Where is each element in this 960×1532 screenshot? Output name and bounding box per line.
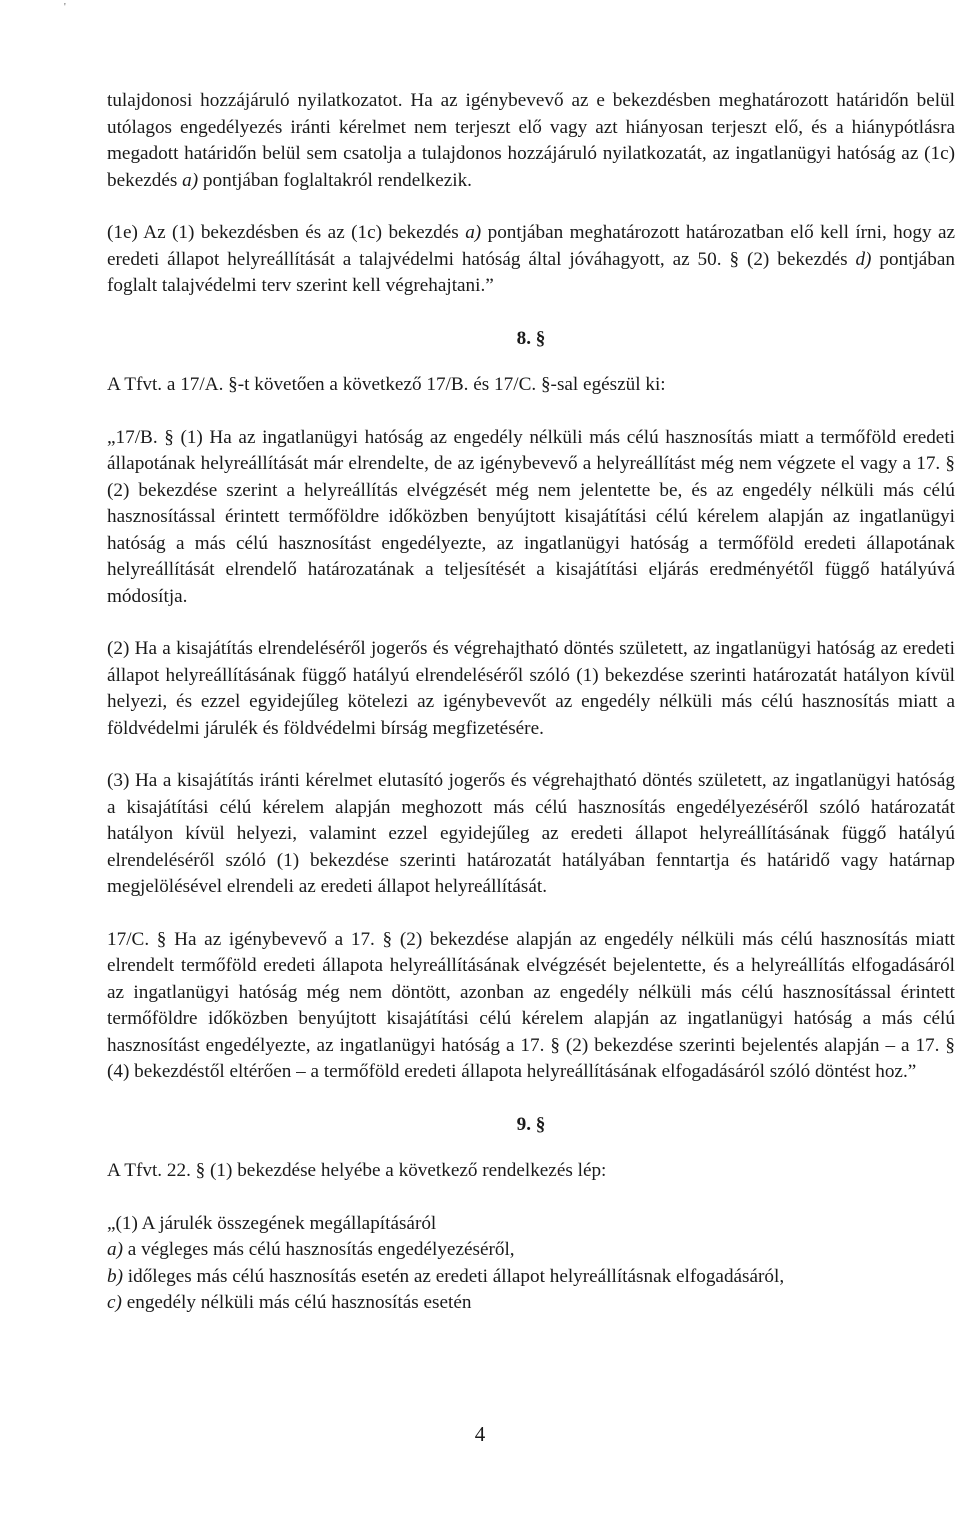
paragraph-17b-3: (3) Ha a kisajátítás iránti kérelmet elutasító jogerős és végrehajtható döntés született, az ingatlanügyi hatóság a kisajátítási célú kérelem alapján meghozott más célú hasznosítás engedélyezéséről szóló határozatát hatályon kívül helyezi, valamint ezzel egyidejűleg az eredeti állapot helyreállításának függő hatályú elrendeléséről szóló (1) bekezdése szerinti határozatát hatályában fenntartja és határidő vagy határnap megjelölésével elrendeli az eredeti állapot helyreállítását. (107, 770, 955, 897)
page-number: 4 (474, 1422, 486, 1446)
paragraph-17b-1: „17/B. § (1) Ha az ingatlanügyi hatóság az engedély nélküli más célú hasznosítás miatt a termőföld eredeti állapotának helyreállítását már elrendelte, de az igénybevevő a helyreállítást még nem végzete el vagy a 17. § (2) bekezdése szerint a helyreállítás elvégzését még nem jelentette be, és az engedély nélküli más célú hasznosítással érintett termőföldre időközben benyújtott kisajátítási célú kérelem alapján az ingatlanügyi hatóság a más célú hasznosítást engedélyezte, az ingatlanügyi hatóság a termőföld eredeti állapotának helyreállítását elrendelő határozatának a teljesítését a kisajátítási eljárás eredményétől függő hatályúvá módosítja. (107, 426, 955, 607)
scan-corner-mark: ' (64, 2, 66, 13)
list-item-text: engedély nélküli más célú hasznosítás esetén (126, 1292, 472, 1313)
section-heading-8: 8. § (516, 327, 546, 349)
paragraph-text: tulajdonosi hozzájáruló nyilatkozatot. Ha az igénybevevő az e bekezdésben meghatározott határidőn belül utólagos engedélyezés iránti kérelmet nem terjeszt elő vagy azt hiányosan terjeszt elő, és a hiánypótlásra megadott határidőn belül sem csatolja a tulajdonos hozzájáruló nyilatkozatát, az ingatlanügyi hatóság az (1c) bekezdés (107, 90, 955, 191)
document-page (107, 88, 955, 1317)
paragraph-17c: 17/C. § Ha az igénybevevő a 17. § (2) bekezdése alapján az engedély nélküli más célú hasznosítás miatt elrendelt termőföld eredeti állapota helyreállításának elvégzését bejelentette, és a helyreállítás elfogadásáról az ingatlanügyi hatóság még nem döntött, azonban az engedély nélküli más célú hasznosítással érintett termőföldre időközben benyújtott kisajátítási célú kérelem alapján az ingatlanügyi hatóság a más célú hasznosítást engedélyezte, az ingatlanügyi hatóság a 17. § (2) bekezdése szerinti bejelentés alapján – a 17. § (4) bekezdéstől eltérően – a termőföld eredeti állapota helyreállításának elfogadásáról szóló döntést hoz.” (107, 928, 955, 1082)
section-heading-9: 9. § (516, 1113, 546, 1135)
list-item-text: időleges más célú hasznosítás esetén az eredeti állapot helyreállításnak elfogadásáról, (127, 1265, 785, 1287)
list-item (107, 1237, 955, 1264)
italic-marker: a) (182, 169, 199, 191)
list-item (107, 1264, 955, 1291)
list-marker: b) (107, 1265, 123, 1287)
paragraph-text: (1e) Az (1) bekezdésben és az (1c) bekezdés (107, 222, 459, 243)
paragraph-text: pontjában meghatározott határozatban elő kell írni, hogy az eredeti állapot helyreállítását a talajvédelmi hatóság által jóváhagyott, az 50. § (2) bekezdés (107, 222, 956, 270)
paragraph-text: pontjában foglalt talajvédelmi terv szerint kell végrehajtani.” (107, 248, 956, 296)
paragraph-intro-9: A Tfvt. 22. § (1) bekezdése helyébe a következő rendelkezés lép: (107, 1160, 607, 1181)
list-item-text: a végleges más célú hasznosítás engedélyezéséről, (127, 1239, 515, 1260)
list-marker: a) (107, 1239, 123, 1260)
paragraph-continuation (107, 88, 955, 194)
italic-marker: a) (465, 222, 482, 243)
paragraph-1e (107, 220, 955, 300)
list-marker: c) (107, 1292, 122, 1313)
paragraph-text: pontjában foglaltakról rendelkezik. (202, 169, 472, 191)
list-item (107, 1290, 955, 1317)
paragraph-intro-8: A Tfvt. a 17/A. §-t követően a következő 17/B. és 17/C. §-sal egészül ki: (107, 374, 666, 395)
paragraph-17b-2: (2) Ha a kisajátítás elrendeléséről jogerős és végrehajtható döntés született, az ingatlanügyi hatóság az eredeti állapot helyreállításának függő hatályú elrendeléséről szóló (1) bekezdése szerinti határozatát hatályon kívül helyezi, és ezzel egyidejűleg kötelezi az igénybevevőt az engedély nélküli más célú hasznosítás miatt a földvédelmi járulék és földvédelmi bírság megfizetésére. (107, 638, 955, 739)
list-heading: „(1) A járulék összegének megállapításáról (107, 1212, 437, 1234)
italic-marker: d) (855, 248, 872, 270)
